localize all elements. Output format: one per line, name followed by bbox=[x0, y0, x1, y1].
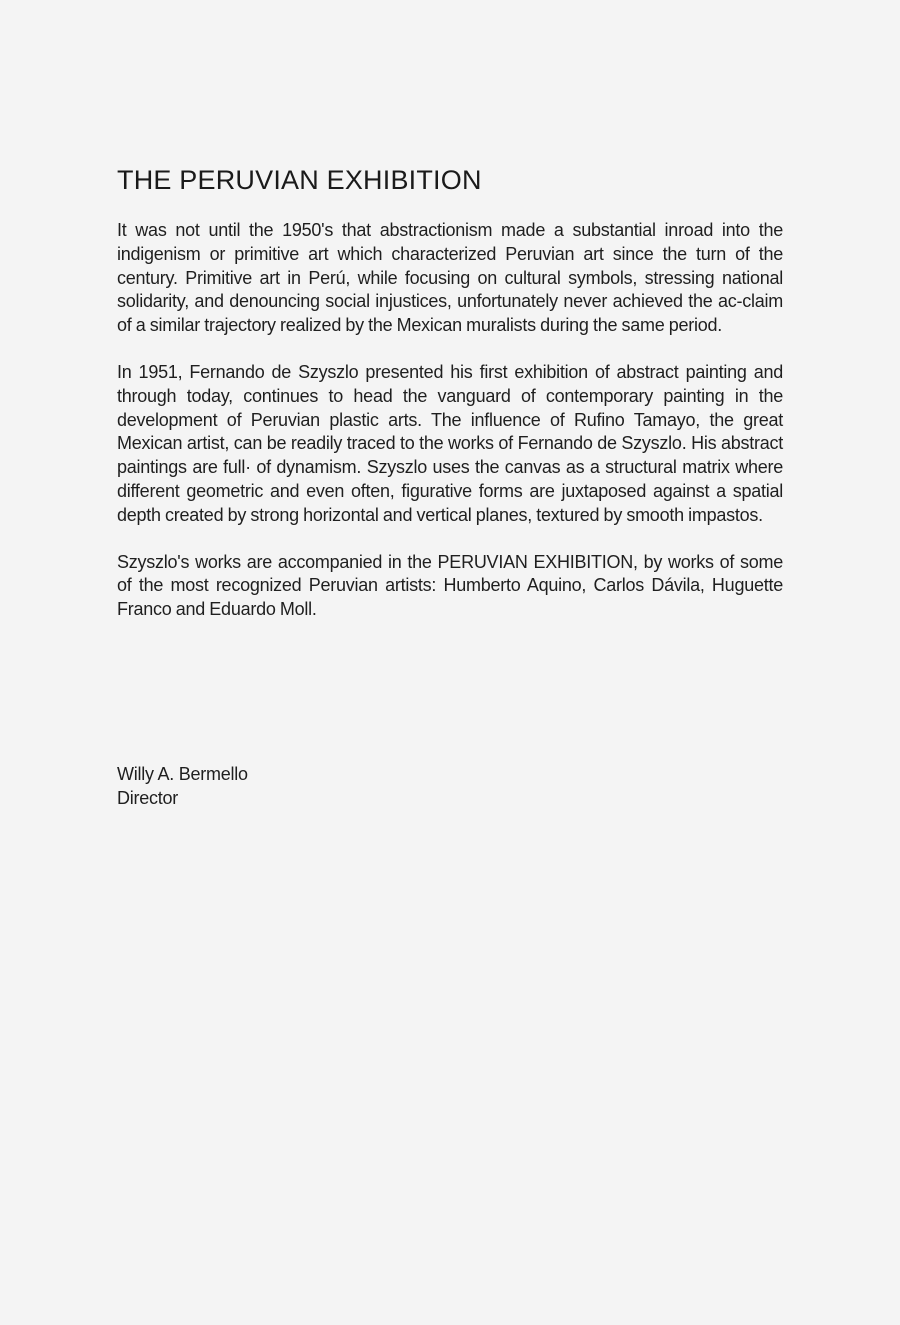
signature-block bbox=[117, 762, 248, 810]
signature-name: Willy A. Bermello bbox=[117, 764, 248, 784]
paragraph-1: It was not until the 1950's that abstractionism made a substantial inroad into the indigenism or primitive art which characterized Peruvian art since the turn of the century. Primitive art in Perú, while focusing on cultural symbols, stressing national solidarity, and denouncing social injustices, unfortunately never achieved the ac-claim of a similar trajectory realized by the Mexican muralists during the same period. bbox=[117, 220, 783, 336]
document-title: THE PERUVIAN EXHIBITION bbox=[117, 165, 482, 195]
paragraph-3: Szyszlo's works are accompanied in the PERUVIAN EXHIBITION, by works of some of the most recognized Peruvian artists: Humberto Aquino, Carlos Dávila, Huguette Franco and Eduardo Moll. bbox=[117, 551, 783, 620]
paragraph-2: In 1951, Fernando de Szyszlo presented his first exhibition of abstract painting and through today, continues to head the vanguard of contemporary painting in the development of Peruvian plastic arts. The influence of Rufino Tamayo, the great Mexican artist, can be readily traced to the works of Fernando de Szyszlo. His abstract paintings are full· of dynamism. Szyszlo uses the canvas as a structural matrix where different geometric and even often, figurative forms are juxtaposed against a spatial depth created by strong horizontal and vertical planes, textured by smooth impastos. bbox=[117, 361, 783, 525]
signature-role: Director bbox=[117, 788, 179, 808]
document-body bbox=[117, 163, 783, 645]
